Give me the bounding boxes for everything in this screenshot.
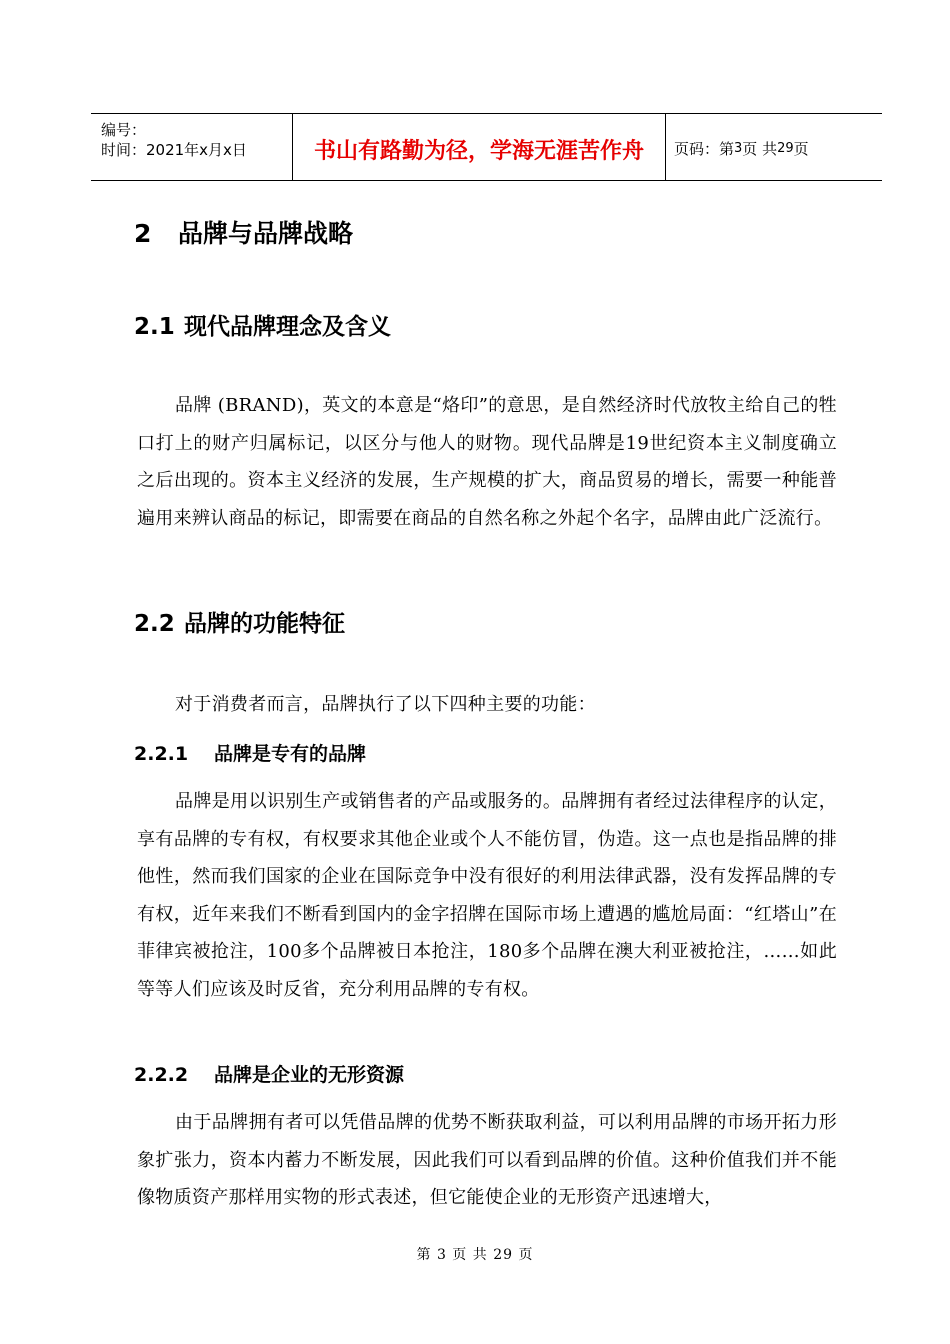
- header-page-info: [666, 114, 882, 180]
- chapter-title: 品牌与品牌战略: [178, 219, 354, 248]
- section-title: 品牌是企业的无形资源: [214, 1064, 405, 1086]
- section-title: 现代品牌理念及含义: [184, 314, 391, 340]
- header-page-prefix: 页码：第: [674, 139, 735, 158]
- section-heading-2-2-2: [134, 1061, 404, 1089]
- section-title: 品牌的功能特征: [184, 611, 345, 637]
- header-page-total: 29: [777, 140, 794, 156]
- paragraph-2-2-2: 由于品牌拥有者可以凭借品牌的优势不断获取利益，可以利用品牌的市场开拓力形象扩张力，资本内蓄力不断发展，因此我们可以看到品牌的价值。这种价值我们并不能像物质资产那样用实物的形式表述，但它能使企业的无形资产迅速增大，: [137, 1112, 837, 1208]
- header-page-suffix: 页: [793, 139, 809, 158]
- chapter-heading: [134, 216, 353, 252]
- paragraph-2-2-1: 品牌是用以识别生产或销售者的产品或服务的。品牌拥有者经过法律程序的认定，享有品牌的专有权，有权要求其他企业或个人不能仿冒，伪造。这一点也是指品牌的排他性，然而我们国家的企业在国际竞争中没有很好的利用法律武器，没有发挥品牌的专有权，近年来我们不断看到国内的金字招牌在国际市场上遭遇的尴尬局面：“红塔山”在菲律宾被抢注，100多个品牌被日本抢注，180多个品牌在澳大利亚被抢注，……如此等等人们应该及时反省，充分利用品牌的专有权。: [137, 791, 837, 1000]
- section-heading-2-1: [134, 310, 391, 344]
- header-meta-cell: [91, 114, 293, 180]
- section-number: 2.1: [134, 314, 175, 340]
- page-footer: 第 3 页 共 29 页: [416, 1247, 534, 1263]
- header-page-current: 3: [734, 140, 743, 156]
- section-heading-2-2-1: [134, 740, 366, 768]
- section-heading-2-2: [134, 607, 345, 641]
- chapter-number: 2: [134, 219, 152, 248]
- section-number: 2.2: [134, 611, 175, 637]
- paragraph-2-2: 对于消费者而言，品牌执行了以下四种主要的功能：: [175, 694, 596, 715]
- section-number: 2.2.1: [134, 743, 189, 765]
- header-motto: 书山有路勤为径，学海无涯苦作舟: [293, 114, 666, 180]
- section-number: 2.2.2: [134, 1064, 189, 1086]
- header-time-label: 时间：2021年x月x日: [101, 141, 247, 159]
- page-header: [91, 113, 882, 181]
- header-page-mid: 页 共: [742, 139, 778, 158]
- paragraph-2-1: 品牌 (BRAND)，英文的本意是“烙印”的意思，是自然经济时代放牧主给自己的牲口打上的财产归属标记，以区分与他人的财物。现代品牌是19世纪资本主义制度确立之后出现的。资本主义经济的发展，生产规模的扩大，商品贸易的增长，需要一种能普遍用来辨认商品的标记，即需要在商品的自然名称之外起个名字，品牌由此广泛流行。: [137, 395, 837, 529]
- header-number-label: 编号：: [101, 121, 147, 139]
- section-title: 品牌是专有的品牌: [214, 743, 367, 765]
